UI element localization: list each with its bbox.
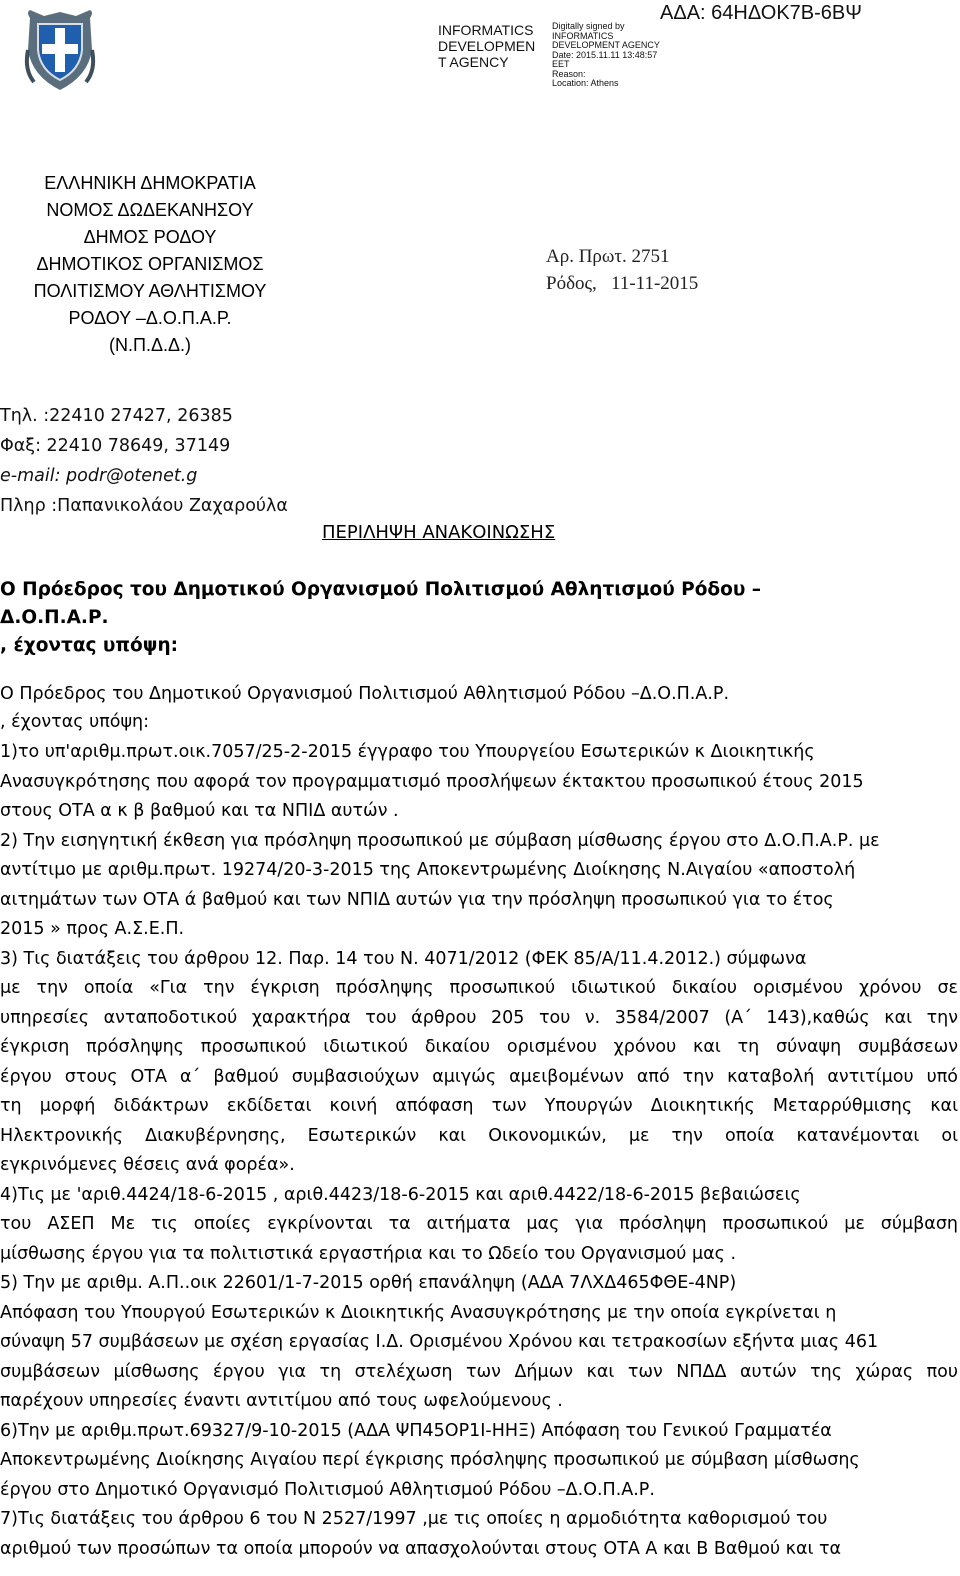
president-heading-line: , έχοντας υπόψη: xyxy=(0,635,179,656)
sender-line: ΡΟΔΟΥ –Δ.Ο.Π.Α.Ρ. xyxy=(68,308,232,328)
signature-detail-line: INFORMATICS xyxy=(552,30,614,41)
body-line: μίσθωσης έργου για τα πολιτιστικά εργαστήρια και το Ωδείο του Οργανισμού μας . xyxy=(0,1243,737,1264)
signature-org-line: DEVELOPMEN xyxy=(438,38,536,54)
sender-block xyxy=(10,170,290,359)
signature-org-line: INFORMATICS xyxy=(438,22,534,38)
president-heading-line: Ο Πρόεδρος του Δημοτικού Οργανισμού Πολιτισμού Αθλητισμού Ρόδου – xyxy=(0,579,762,600)
ada-code: ΑΔΑ: 64ΗΔΟΚ7Β-6ΒΨ xyxy=(660,2,862,24)
body-line: αντίτιμο με αριθμ.πρωτ. 19274/20-3-2015 της Αποκεντρωμένης Διοίκησης Ν.Αιγαίου «αποστολή xyxy=(0,860,856,880)
signature-detail-line: Reason: xyxy=(552,68,586,79)
president-heading-line: Δ.Ο.Π.Α.Ρ. xyxy=(0,607,109,628)
sender-line: ΝΟΜΟΣ ΔΩΔΕΚΑΝΗΣΟΥ xyxy=(46,200,254,220)
body-line: αιτημάτων των ΟΤΑ ά βαθμού και των ΝΠΙΔ αυτών για την πρόσληψη προσωπικού για το έτος xyxy=(0,889,834,910)
body-line: στους ΟΤΑ α κ β βαθμού και τα ΝΠΙΔ αυτών . xyxy=(0,801,399,821)
body-line: 2) Την εισηγητική έκθεση για πρόσληψη προσωπικού με σύμβαση μίσθωσης έργου στο Δ.Ο.Π.Α.Ρ. με xyxy=(0,830,880,851)
body-line: Απόφαση του Υπουργού Εσωτερικών κ Διοικητικής Ανασυγκρότησης με την οποία εγκρίνεται η xyxy=(0,1302,837,1323)
body-line: Αποκεντρωμένης Διοίκησης Αιγαίου περί έγκρισης πρόσληψης προσωπικού με σύμβαση μίσθωσης xyxy=(0,1450,860,1470)
body-line: έργου στο Δημοτικό Οργανισμό Πολιτισμού Αθλητισμού Ρόδου –Δ.Ο.Π.Α.Ρ. xyxy=(0,1479,655,1500)
body-line: αριθμού των προσώπων τα οποία μπορούν να απασχολούνται στους ΟΤΑ Α και Β Βαθμού και τα xyxy=(0,1538,842,1559)
body-line: εγκρινόμενες θέσεις ανά φορέα». xyxy=(0,1155,295,1175)
signature-detail-line: Digitally signed by xyxy=(552,21,625,31)
body-line: σύναψη 57 συμβάσεων με σχέση εργασίας Ι.Δ. Ορισμένου Χρόνου και τετρακοσίων εξήντα μιας 461 xyxy=(0,1332,879,1352)
signature-detail-line: Location: Athens xyxy=(552,78,619,88)
signature-organization xyxy=(438,22,535,70)
body-line: με την οποία «Για την έγκριση πρόσληψης προσωπικού ιδιωτικού δικαίου ορισμένου χρόνου σε xyxy=(0,978,958,998)
sender-line: ΔΗΜΟΣ ΡΟΔΟΥ xyxy=(83,227,217,247)
sender-line: ΕΛΛΗΝΙΚΗ ΔΗΜΟΚΡΑΤΙΑ xyxy=(44,173,256,193)
signature-detail-line: Date: 2015.11.11 13:48:57 xyxy=(552,49,658,60)
contact-block xyxy=(0,401,288,521)
body-line: 5) Την με αριθμ. Α.Π..οικ 22601/1-7-2015 ορθή επανάληψη (ΑΔΑ 7ΛΧΔ465ΦΘΕ-4ΝΡ) xyxy=(0,1273,737,1293)
president-intro-line: Ο Πρόεδρος του Δημοτικού Οργανισμού Πολιτισμού Αθλητισμού Ρόδου –Δ.Ο.Π.Α.Ρ. xyxy=(0,684,730,704)
body-line: έργου στους ΟΤΑ α΄ βαθμού συμβασιούχων αμιγώς αμειβομένων από την καταβολή αντιτίμου υπό xyxy=(0,1066,958,1087)
body-line: 3) Τις διατάξεις του άρθρου 12. Παρ. 14 του Ν. 4071/2012 (ΦΕΚ 85/Α/11.4.2012.) σύμφωνα xyxy=(0,948,807,969)
president-intro-line: , έχοντας υπόψη: xyxy=(0,712,149,732)
sender-line: ΔΗΜΟΤΙΚΟΣ ΟΡΓΑΝΙΣΜΟΣ xyxy=(36,254,264,274)
president-intro xyxy=(0,680,729,736)
contact-fax: Φαξ: 22410 78649, 37149 xyxy=(0,436,231,456)
contact-email: e-mail: podr@otenet.g xyxy=(0,466,198,486)
sender-line: ΠΟΛΙΤΙΣΜΟΥ ΑΘΛΗΤΙΣΜΟΥ xyxy=(33,281,267,301)
document-body xyxy=(0,738,958,1564)
contact-phone: Τηλ. :22410 27427, 26385 xyxy=(0,406,233,426)
body-line: τη μορφή διδάκτρων εκδίδεται κοινή απόφαση των Υπουργών Διοικητικής Μεταρρύθμισης και xyxy=(0,1096,958,1116)
body-line: 7)Τις διατάξεις του άρθρου 6 του Ν 2527/1997 ,με τις οποίες η αρμοδιότητα καθορισμού του xyxy=(0,1509,828,1529)
body-line: συμβάσεων μίσθωσης έργου για τη στελέχωση των Δήμων και των ΝΠΔΔ αυτών της χώρας που xyxy=(0,1361,958,1382)
protocol-block xyxy=(546,243,698,297)
body-line: 4)Τις με 'αριθ.4424/18-6-2015 , αριθ.4423/18-6-2015 και αριθ.4422/18-6-2015 βεβαιώσεις xyxy=(0,1184,801,1205)
digital-signature-details xyxy=(552,22,660,89)
body-line: παρέχουν υπηρεσίες έναντι αντιτίμου από τους ωφελούμενους . xyxy=(0,1391,563,1411)
protocol-date: Ρόδος, 11-11-2015 xyxy=(546,273,699,294)
signature-detail-line: EET xyxy=(552,59,570,69)
body-line: 2015 » προς Α.Σ.Ε.Π. xyxy=(0,919,185,939)
body-line: έγκριση πρόσληψης προσωπικού ιδιωτικού δικαίου ορισμένου χρόνου και τη σύναψη συμβάσεων xyxy=(0,1037,958,1057)
document-title: ΠΕΡΙΛΗΨΗ ΑΝΑΚΟΙΝΩΣΗΣ xyxy=(322,522,556,543)
body-line: 6)Την με αριθμ.πρωτ.69327/9-10-2015 (ΑΔΑ ΨΠ45ΟΡ1Ι-ΗΗΞ) Απόφαση του Γενικού Γραμματέα xyxy=(0,1420,832,1441)
greek-emblem-icon xyxy=(22,10,98,92)
protocol-number: Αρ. Πρωτ. 2751 xyxy=(546,246,670,267)
body-line: 1)το υπ'αριθμ.πρωτ.οικ.7057/25-2-2015 έγγραφο του Υπουργείου Εσωτερικών κ Διοικητικής xyxy=(0,742,815,762)
body-line: Ηλεκτρονικής Διακυβέρνησης, Εσωτερικών και Οικονομικών, με την οποία κατανέμονται οι xyxy=(0,1125,958,1146)
president-heading xyxy=(0,576,761,660)
body-line: Ανασυγκρότησης που αφορά τον προγραμματισμό προσλήψεων έκτακτου προσωπικού έτους 2015 xyxy=(0,771,864,792)
body-line: υπηρεσίες ανταποδοτικού χαρακτήρα του άρθρου 205 του ν. 3584/2007 (Α΄ 143),καθώς και την xyxy=(0,1007,958,1028)
contact-person: Πληρ :Παπανικολάου Ζαχαρούλα xyxy=(0,496,288,516)
signature-detail-line: DEVELOPMENT AGENCY xyxy=(552,40,660,50)
body-line: του ΑΣΕΠ Με τις οποίες εγκρίνονται τα αιτήματα μας για πρόσληψη προσωπικού με σύμβαση xyxy=(0,1214,958,1234)
signature-org-line: T AGENCY xyxy=(438,54,509,70)
sender-line: (Ν.Π.Δ.Δ.) xyxy=(108,335,192,355)
